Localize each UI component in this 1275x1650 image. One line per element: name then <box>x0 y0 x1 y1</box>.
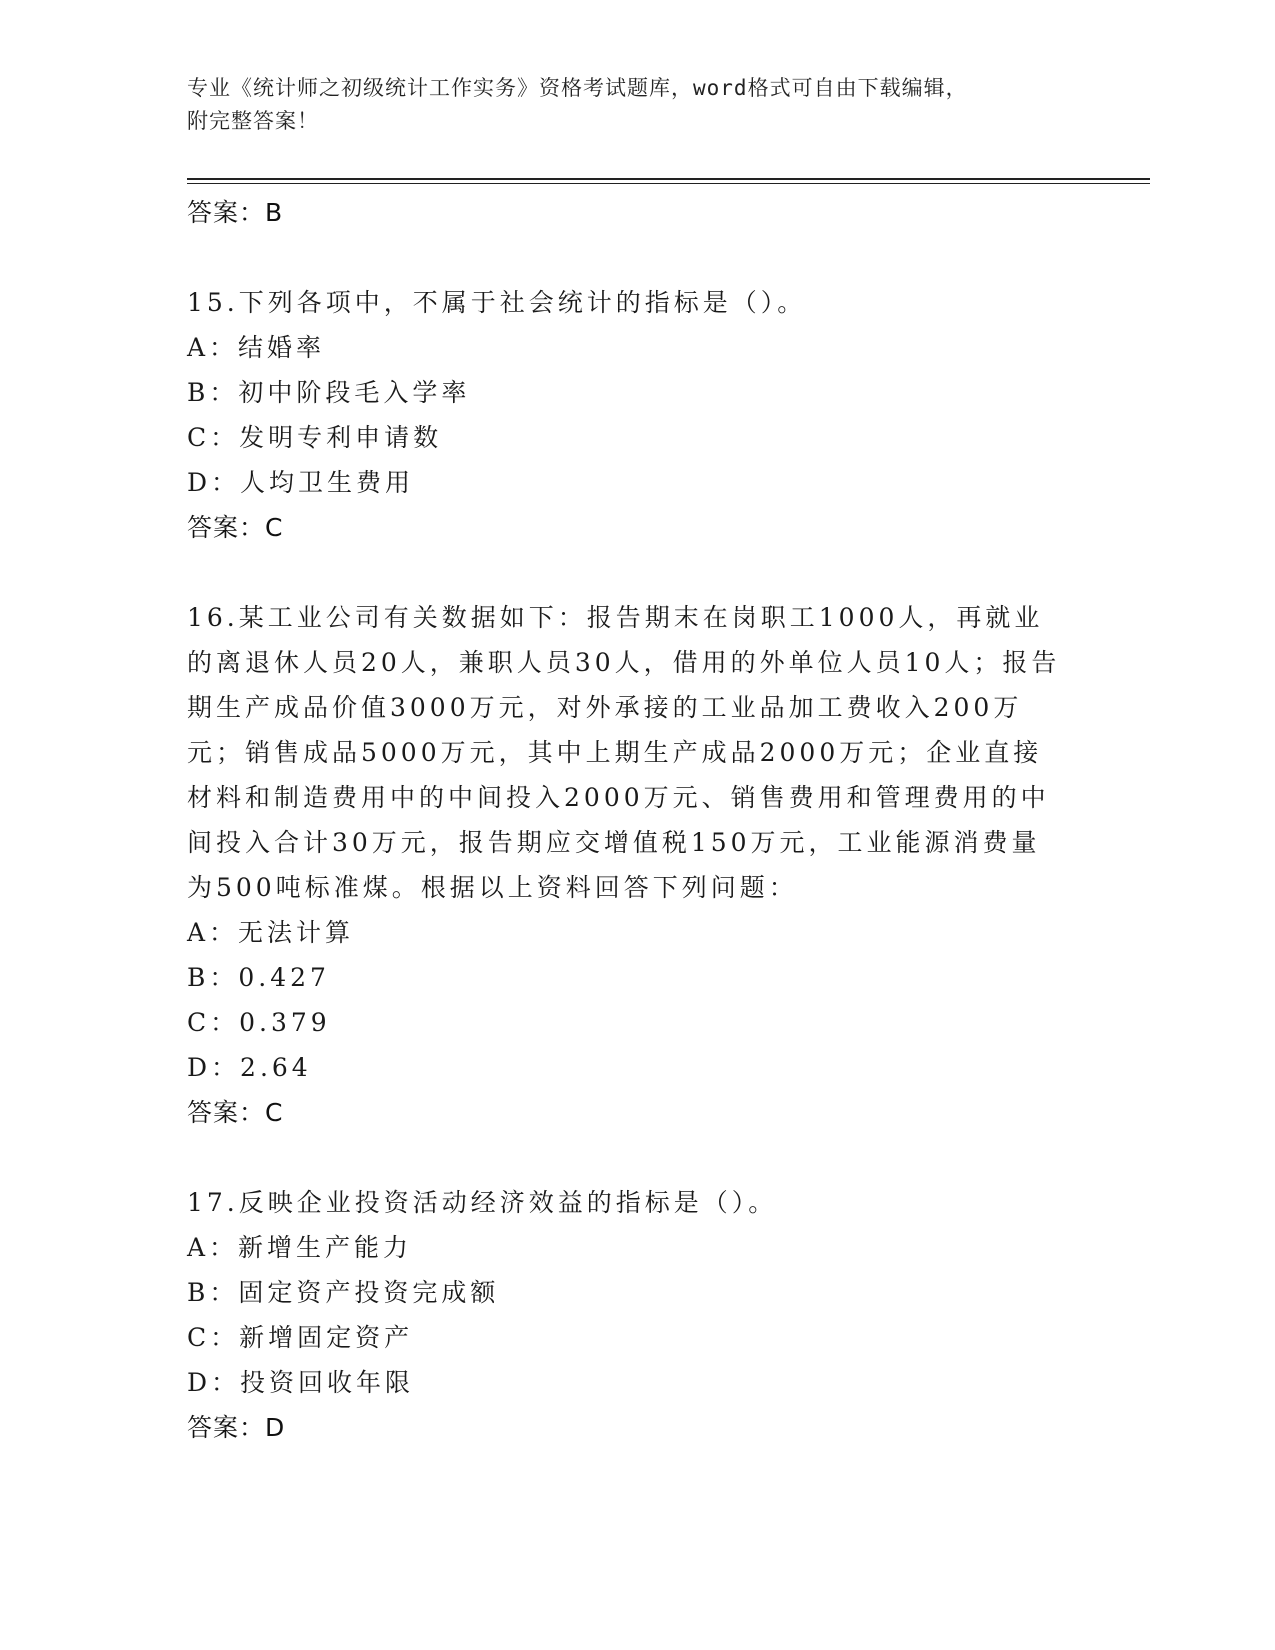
option-b: B：0.427 <box>187 963 330 992</box>
header-rule-thick <box>187 178 1150 180</box>
question-block <box>187 1180 1067 1450</box>
option-b: B：初中阶段毛入学率 <box>187 378 471 407</box>
previous-answer: 答案：B <box>187 198 284 227</box>
option-c: C：0.379 <box>187 1008 331 1037</box>
option-c: C：发明专利申请数 <box>187 423 443 452</box>
question-stem: 15.下列各项中，不属于社会统计的指标是（）。 <box>187 288 807 317</box>
question-stem: 16.某工业公司有关数据如下：报告期末在岗职工1000人，再就业的离退休人员20人，兼职人员30人，借用的外单位人员10人；报告期生产成品价值3000万元，对外承接的工业品加工费收入200万元；销售成品5000万元，其中上期生产成品2000万元；企业直接材料和制造费用中的中间投入2000万元、销售费用和管理费用的中间投入合计30万元，报告期应交增值税150万元，工业能源消费量为500吨标准煤。根据以上资料回答下列问题： <box>187 603 1061 902</box>
answer-label: 答案：C <box>187 1098 284 1127</box>
option-d: D：2.64 <box>187 1053 312 1082</box>
spacer <box>187 1135 1067 1180</box>
option-b: B：固定资产投资完成额 <box>187 1278 500 1307</box>
question-block <box>187 595 1067 1135</box>
document-body <box>187 190 1067 1450</box>
option-c: C：新增固定资产 <box>187 1323 414 1352</box>
document-header <box>187 72 1087 138</box>
option-a: A：新增生产能力 <box>187 1233 413 1262</box>
answer-label: 答案：C <box>187 513 284 542</box>
header-line-1: 专业《统计师之初级统计工作实务》资格考试题库，word格式可自由下载编辑， <box>187 76 968 100</box>
option-d: D：人均卫生费用 <box>187 468 415 497</box>
option-d: D：投资回收年限 <box>187 1368 415 1397</box>
question-stem: 17.反映企业投资活动经济效益的指标是（）。 <box>187 1188 778 1217</box>
spacer <box>187 235 1067 280</box>
question-block <box>187 280 1067 550</box>
header-rule-thin <box>187 183 1150 184</box>
option-a: A：无法计算 <box>187 918 355 947</box>
option-a: A：结婚率 <box>187 333 326 362</box>
spacer <box>187 550 1067 595</box>
header-line-2: 附完整答案！ <box>187 109 319 133</box>
answer-label: 答案：D <box>187 1413 286 1442</box>
